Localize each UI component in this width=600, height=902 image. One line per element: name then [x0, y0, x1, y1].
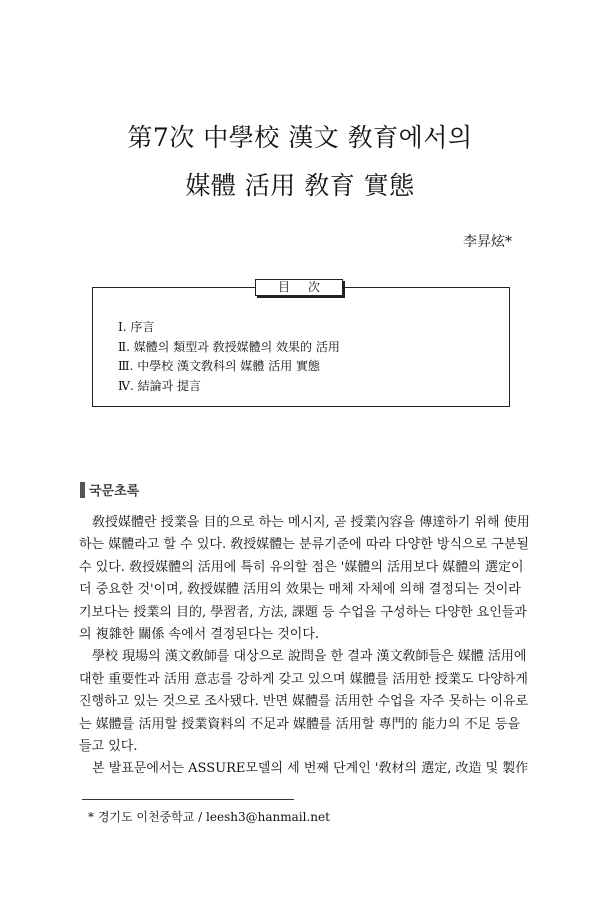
author-name: 李昇炫*: [463, 234, 512, 250]
abstract-line: 들고 있다.: [79, 739, 138, 755]
abstract-line: 기보다는 授業의 目的, 學習者, 方法, 課題 등 수업을 구성하는 다양한 요인들과: [79, 604, 527, 620]
footnote-text: * 경기도 이천중학교 / leesh3@hanmail.net: [88, 810, 330, 824]
toc-item-3: Ⅲ. 中學校 漢文敎科의 媒體 活用 實態: [118, 359, 321, 373]
title-line-2: 媒體 活用 敎育 實態: [185, 171, 415, 200]
abstract-line: 는 媒體를 活用할 授業資料의 不足과 媒體를 活用할 專門的 能力의 不足 등을: [79, 716, 520, 732]
abstract-line: 본 발표문에서는 ASSURE모델의 세 번째 단계인 '敎材의 選定, 改造 및 製作: [92, 761, 529, 777]
abstract-line: 學校 現場의 漢文敎師를 대상으로 說問을 한 결과 漢文敎師들은 媒體 活用에: [92, 649, 527, 665]
abstract-line: 진행하고 있는 것으로 조사됐다. 반면 媒體를 活用한 수업을 자주 못하는 이유로: [79, 694, 529, 710]
abstract-line: 더 중요한 것'이며, 敎授媒體 活用의 效果는 매체 자체에 의해 결정되는 것이라: [79, 582, 521, 598]
toc-item-2: Ⅱ. 媒體의 類型과 敎授媒體의 效果的 活用: [118, 339, 340, 354]
abstract-heading-label: 국문초록: [89, 484, 140, 499]
toc-list: [118, 318, 340, 396]
toc-item-1: Ⅰ. 序言: [118, 320, 155, 334]
title-line-1: 第7次 中學校 漢文 敎育에서의: [127, 123, 473, 152]
toc-item-4: Ⅳ. 結論과 提言: [118, 378, 202, 393]
abstract-line: 하는 媒體라고 할 수 있다. 敎授媒體는 분류기준에 따라 다양한 방식으로 구분될: [79, 537, 529, 553]
abstract-body: [79, 512, 530, 781]
abstract-line: 敎授媒體란 授業을 目的으로 하는 메시지, 곧 授業內容을 傳達하기 위해 使用: [92, 515, 530, 530]
abstract-line: 대한 重要性과 活用 意志를 강하게 갖고 있으며 媒體를 活用한 授業도 다양하게: [79, 671, 528, 687]
abstract-line: 수 있다. 敎授媒體의 活用에 특히 유의할 점은 '媒體의 活用보다 媒體의 選定이: [79, 559, 524, 575]
abstract-heading: [80, 481, 139, 498]
abstract-line: 의 複雜한 關係 속에서 결정된다는 것이다.: [79, 627, 320, 643]
footnote-rule: [82, 799, 294, 800]
toc-heading: 目次: [255, 279, 343, 296]
heading-bar-marker: [80, 482, 85, 498]
